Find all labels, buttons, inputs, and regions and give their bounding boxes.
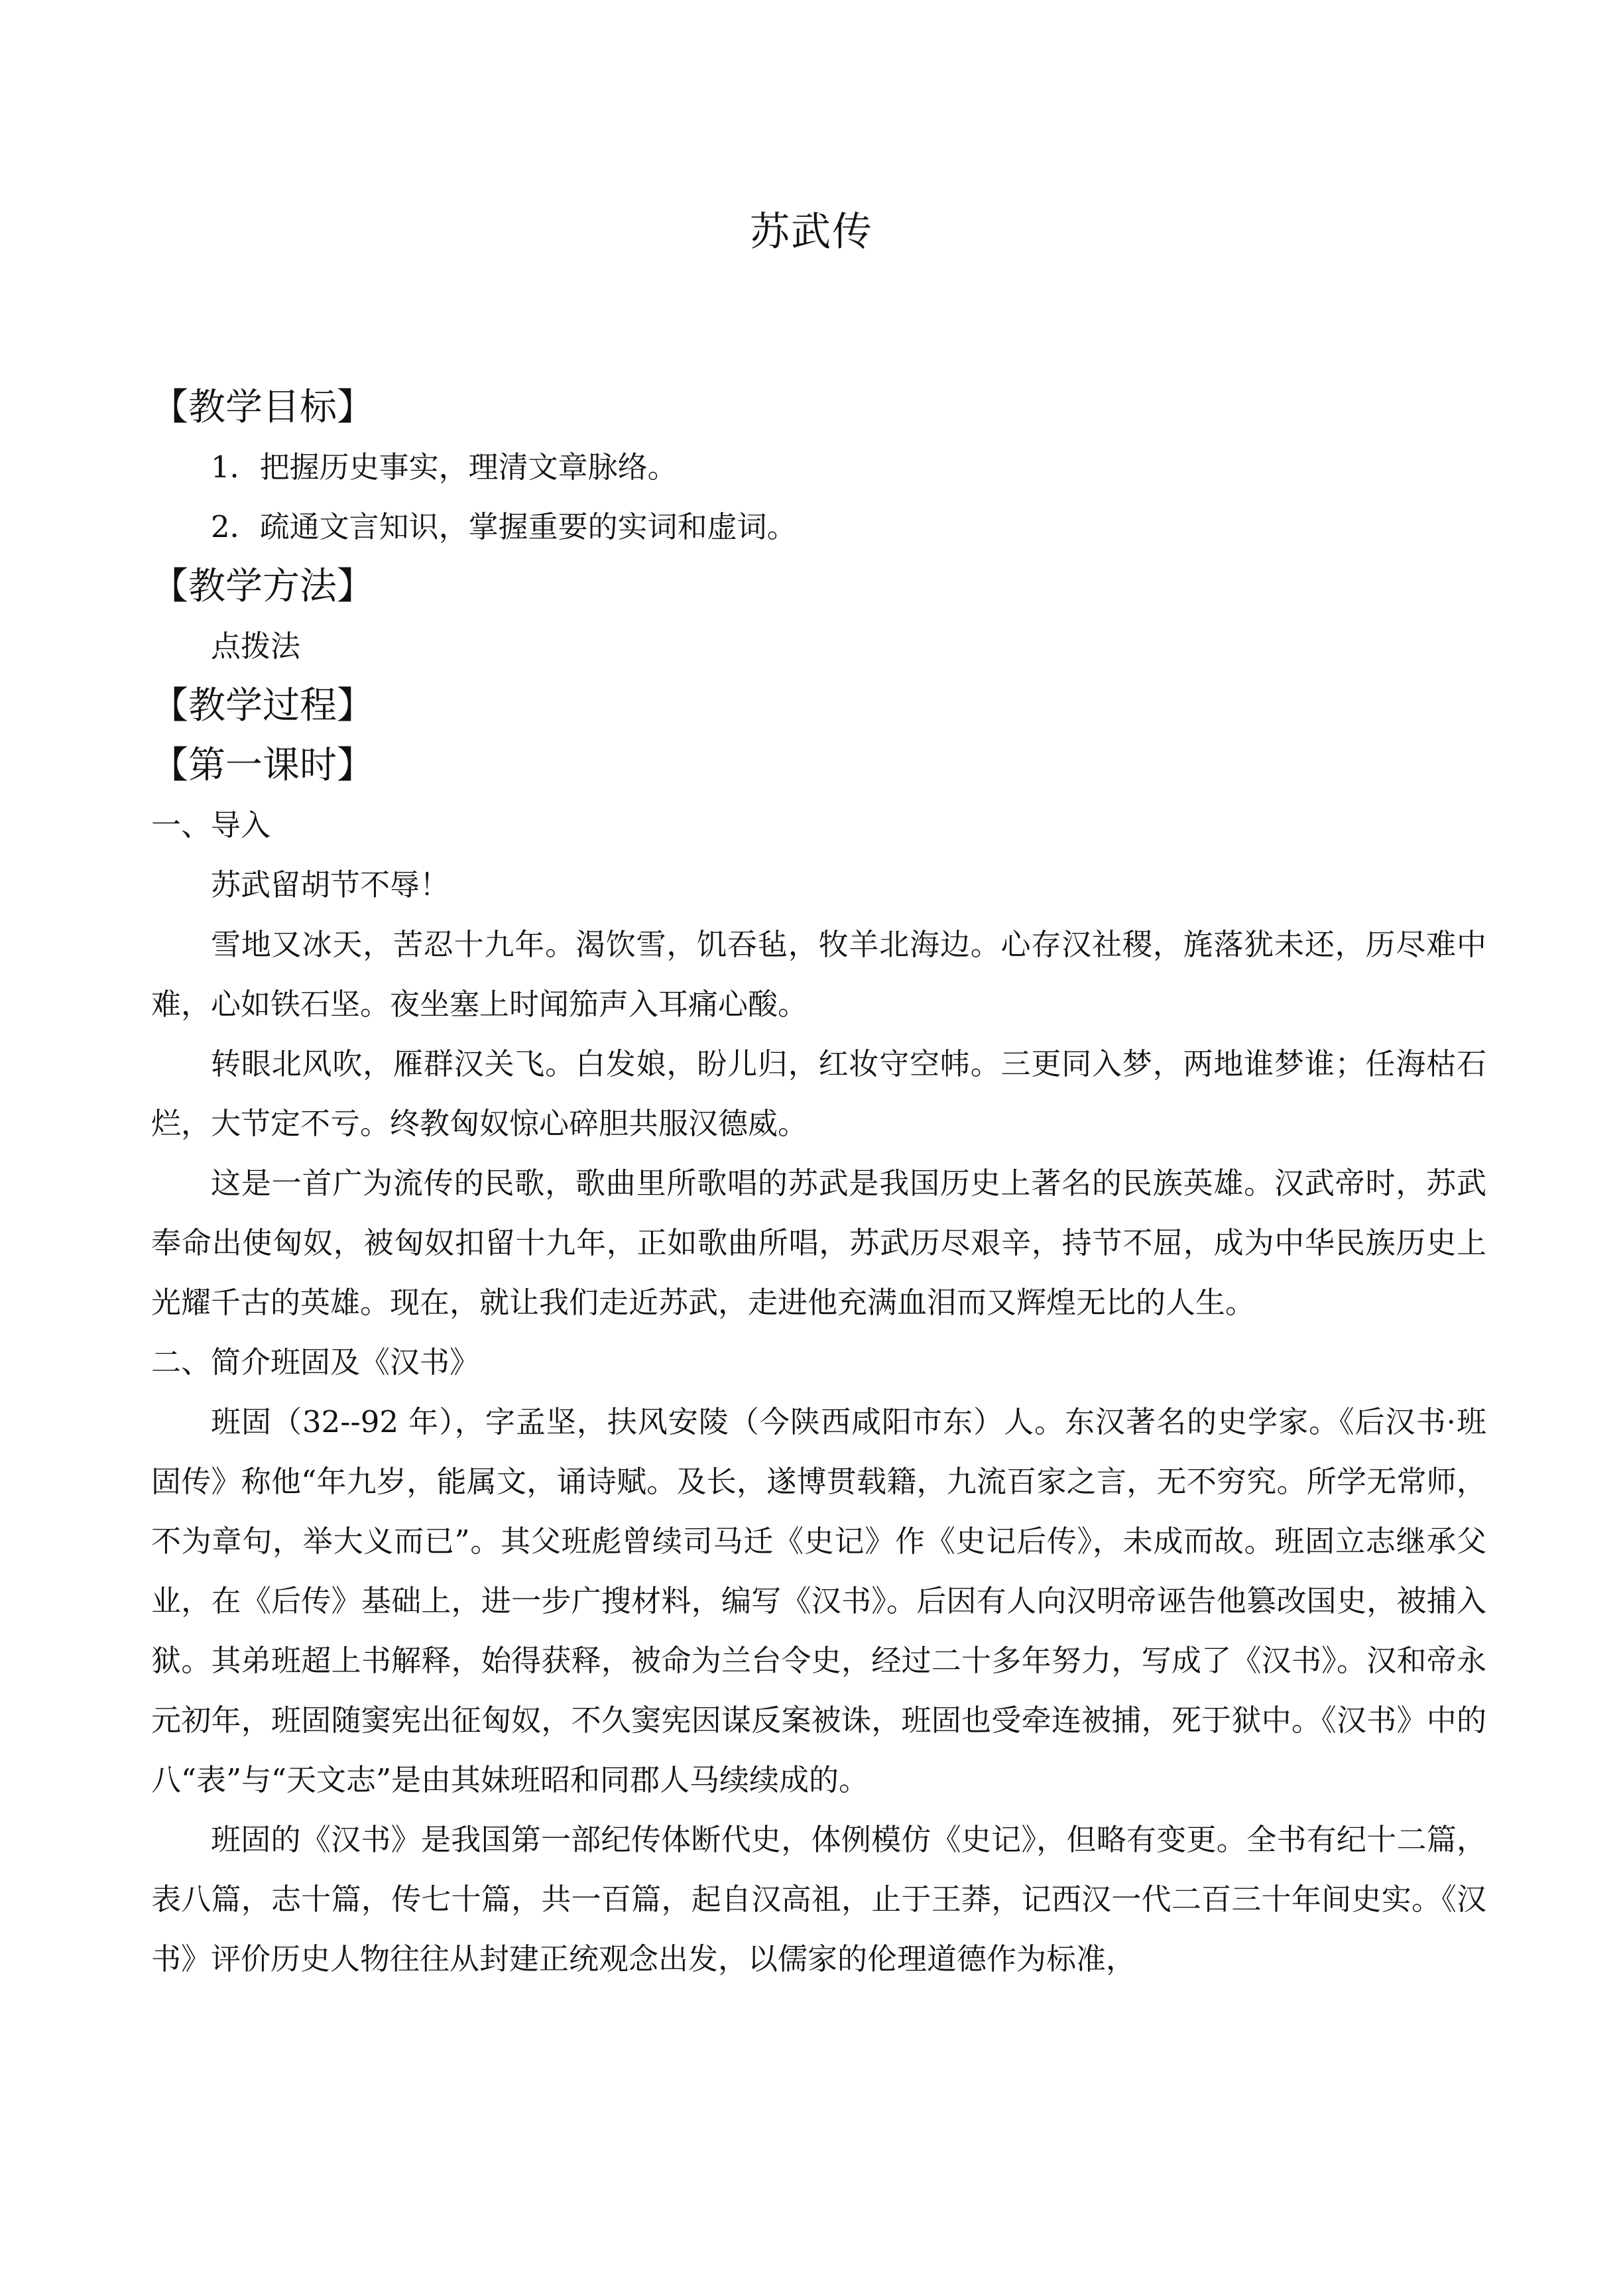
song-paragraph: 雪地又冰天，苦忍十九年。渴饮雪，饥吞毡，牧羊北海边。心存汉社稷，旄落犹未还，历尽难中难，心如铁石坚。夜坐塞上时闻笳声入耳痛心酸。 [151, 927, 1486, 1022]
hanshu-paragraph: 班固的《汉书》是我国第一部纪传体断代史，体例模仿《史记》，但略有变更。全书有纪十二篇，表八篇，志十篇，传七十篇，共一百篇，起自汉高祖，止于王莽，记西汉一代二百三十年间史实。《汉书》评价历史人物往往从封建正统观念出发，以儒家的伦理道德作为标准， [151, 1822, 1486, 1976]
lesson-heading: 【第一课时】 [151, 744, 374, 787]
section-heading: 二、简介班固及《汉书》 [151, 1345, 480, 1380]
objectives-heading: 【教学目标】 [151, 386, 374, 429]
section-heading: 一、导入 [151, 808, 271, 843]
objective-item: 2．疏通文言知识，掌握重要的实词和虚词。 [211, 509, 797, 544]
document-title: 苏武传 [750, 209, 873, 255]
bangu-paragraph: 班固（32--92 年），字孟坚，扶风安陵（今陕西咸阳市东）人。东汉著名的史学家。《后汉书·班固传》称他“年九岁，能属文，诵诗赋。及长，遂博贯载籍，九流百家之言，无不穷究。所学无常师，不为章句，举大义而已”。其父班彪曾续司马迁《史记》作《史记后传》，未成而故。班固立志继承父业，在《后传》基础上，进一步广搜材料，编写《汉书》。后因有人向汉明帝诬告他篡改国史，被捕入狱。其弟班超上书解释，始得获释，被命为兰台令史，经过二十多年努力，写成了《汉书》。汉和帝永元初年，班固随窦宪出征匈奴，不久窦宪因谋反案被诛，班固也受牵连被捕，死于狱中。《汉书》中的八“表”与“天文志”是由其妹班昭和同郡人马续续成的。 [151, 1404, 1486, 1797]
intro-paragraph: 这是一首广为流传的民歌，歌曲里所歌唱的苏武是我国历史上著名的民族英雄。汉武帝时，苏武奉命出使匈奴，被匈奴扣留十九年，正如歌曲所唱，苏武历尽艰辛，持节不屈，成为中华民族历史上光耀千古的英雄。现在，就让我们走近苏武，走进他充满血泪而又辉煌无比的人生。 [151, 1166, 1486, 1320]
document-body [151, 378, 1486, 1989]
objective-item: 1．把握历史事实，理清文章脉络。 [211, 450, 678, 485]
method-text: 点拨法 [211, 629, 301, 664]
method-heading: 【教学方法】 [151, 565, 374, 608]
process-heading: 【教学过程】 [151, 684, 374, 727]
song-paragraph: 转眼北风吹，雁群汉关飞。白发娘，盼儿归，红妆守空帏。三更同入梦，两地谁梦谁；任海枯石烂，大节定不亏。终教匈奴惊心碎胆共服汉德威。 [151, 1046, 1486, 1141]
intro-line: 苏武留胡节不辱！ [211, 867, 450, 902]
